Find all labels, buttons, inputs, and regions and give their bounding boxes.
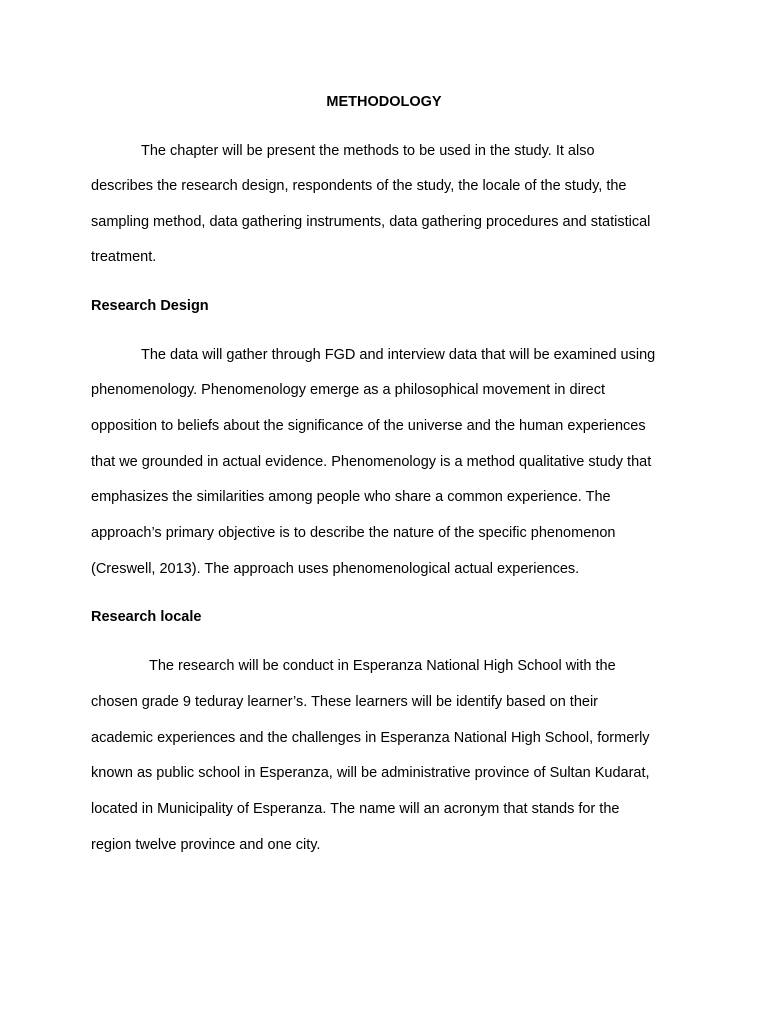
- intro-line: describes the research design, respondents of the study, the locale of the study, the: [91, 178, 627, 194]
- research-design-line: phenomenology. Phenomenology emerge as a philosophical movement in direct: [91, 382, 605, 398]
- intro-line: The chapter will be present the methods to be used in the study. It also: [141, 143, 595, 159]
- research-locale-line: located in Municipality of Esperanza. The name will an acronym that stands for the: [91, 801, 620, 817]
- research-locale-line: region twelve province and one city.: [91, 837, 321, 853]
- intro-line: sampling method, data gathering instruments, data gathering procedures and statistical: [91, 214, 651, 230]
- research-locale-line: chosen grade 9 teduray learner’s. These learners will be identify based on their: [91, 694, 598, 710]
- section-heading-research-locale: Research locale: [91, 609, 202, 625]
- research-locale-line: known as public school in Esperanza, will be administrative province of Sultan Kudarat,: [91, 765, 650, 781]
- research-design-line: emphasizes the similarities among people who share a common experience. The: [91, 489, 611, 505]
- page-title: METHODOLOGY: [326, 94, 442, 110]
- research-design-line: approach’s primary objective is to describe the nature of the specific phenomenon: [91, 525, 616, 541]
- research-locale-line: The research will be conduct in Esperanza National High School with the: [149, 658, 616, 674]
- research-design-line: that we grounded in actual evidence. Phenomenology is a method qualitative study that: [91, 454, 652, 470]
- research-design-line: (Creswell, 2013). The approach uses phenomenological actual experiences.: [91, 561, 580, 577]
- intro-line: treatment.: [91, 249, 157, 265]
- research-locale-line: academic experiences and the challenges in Esperanza National High School, formerly: [91, 730, 650, 746]
- section-heading-research-design: Research Design: [91, 298, 209, 314]
- research-design-line: The data will gather through FGD and interview data that will be examined using: [141, 347, 656, 363]
- research-design-line: opposition to beliefs about the significance of the universe and the human experiences: [91, 418, 646, 434]
